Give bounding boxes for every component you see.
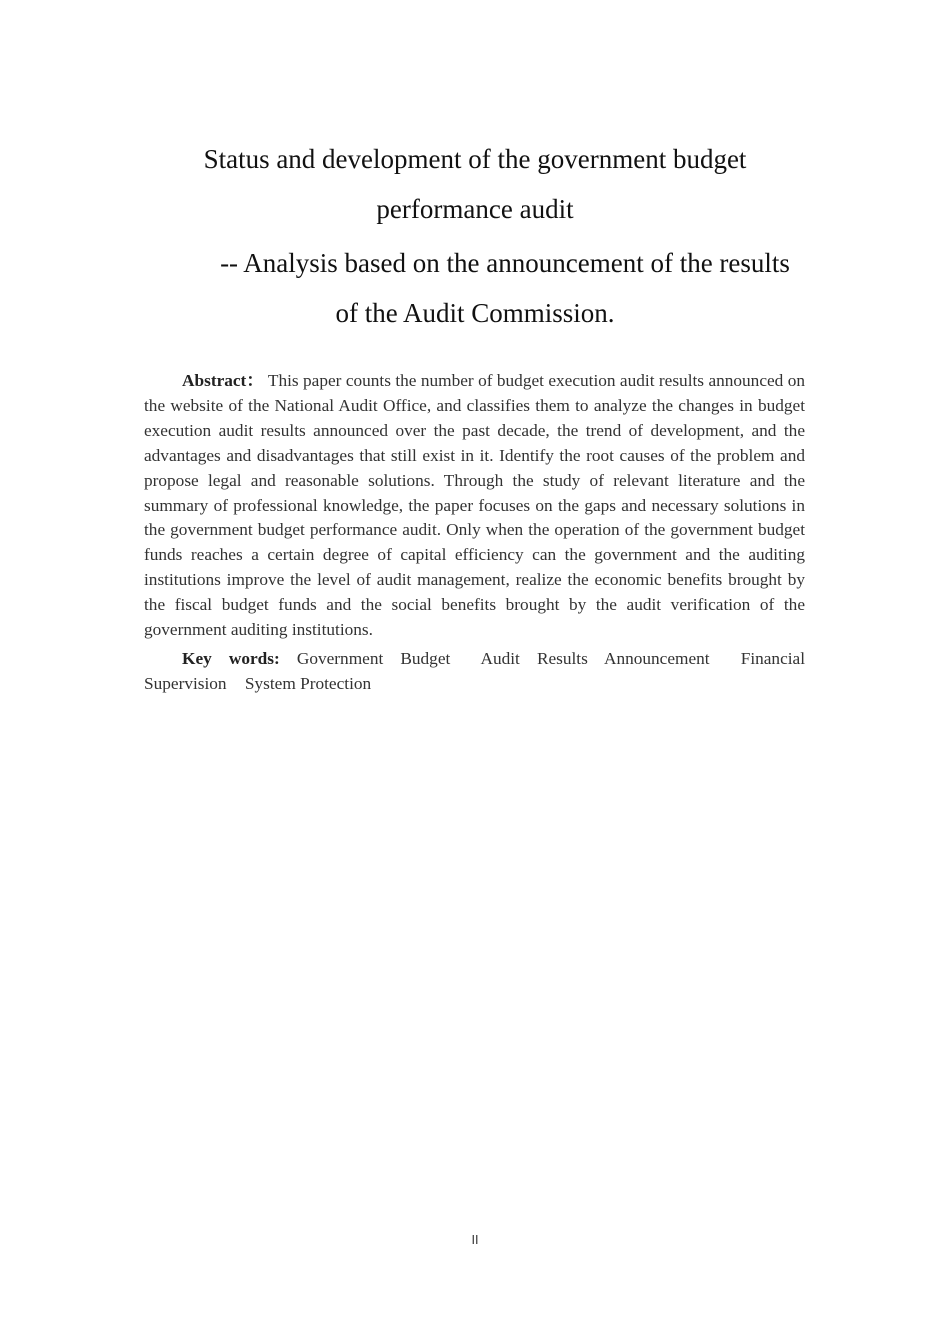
keyword-item: Government Budget — [296, 648, 451, 668]
abstract-label: Abstract： — [182, 371, 264, 390]
abstract-section — [144, 369, 805, 697]
keywords-label: Key words: — [182, 648, 280, 668]
subtitle-line-1: -- Analysis based on the announcement of the results — [220, 248, 790, 278]
page-number: II — [471, 1233, 479, 1247]
keyword-item: System Protection — [244, 673, 372, 693]
subtitle-line-2: of the Audit Commission. — [335, 298, 615, 328]
abstract-text: This paper counts the number of budget execution audit results announced on the website of the National Audit Office, and classifies them to analyze the changes in budget execution audit results announced over the past decade, the trend of development, and the advantages and disadvantages that still exist in it. Identify the root causes of the problem and propose legal and reasonable solutions. Through the study of relevant literature and the summary of professional knowledge, the paper focuses on the gaps and necessary solutions in the government budget performance audit. Only when the operation of the government budget funds reaches a certain degree of capital efficiency can the government and the auditing institutions improve the level of audit management, realize the economic benefits brought by the fiscal budget funds and the social benefits brought by the audit verification of the government auditing institutions. — [144, 371, 805, 640]
keyword-item: Financial Supervision — [144, 648, 806, 693]
abstract-paragraph — [144, 369, 805, 643]
title-block — [120, 134, 830, 338]
keywords-paragraph — [144, 647, 805, 697]
title-line-1: Status and development of the government budget — [203, 144, 747, 174]
keyword-item: Audit Results Announcement — [480, 648, 710, 668]
title-line-2: performance audit — [376, 194, 574, 224]
